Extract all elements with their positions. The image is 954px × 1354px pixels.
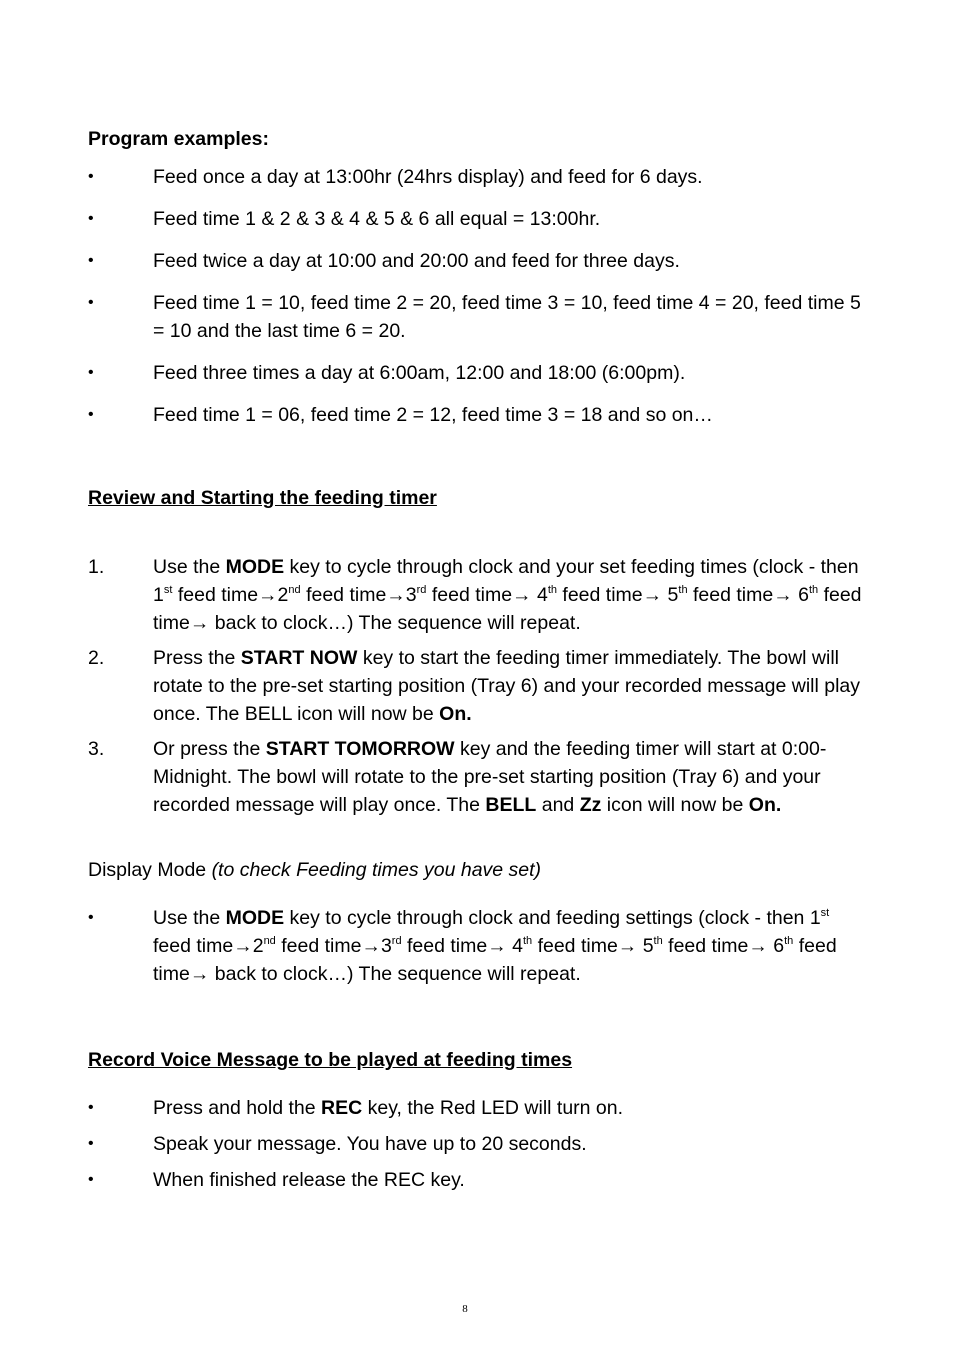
bullet: • <box>88 406 94 423</box>
program-examples-heading: Program examples: <box>88 128 269 150</box>
numbered-item <box>88 735 863 819</box>
numbered-item-text: Use the MODE key to cycle through clock and your set feeding times (clock - then 1st feed time→2nd feed time→3rd feed time→ 4th feed time→ 5th feed time→ 6th feed time→ back to clock…) The sequence will repeat. <box>153 556 862 634</box>
list-item <box>88 289 863 345</box>
list-item <box>88 1166 863 1194</box>
bullet: • <box>88 1171 94 1188</box>
display-mode-heading: Display Mode (to check Feeding times you have set) <box>88 859 542 881</box>
bullet: • <box>88 1099 94 1116</box>
list-item <box>88 163 863 191</box>
numbered-item-text: Or press the START TOMORROW key and the feeding timer will start at 0:00-Midnight. The bowl will rotate to the pre-set starting position (Tray 6) and your recorded message will play once. The BELL and Zz icon will now be On. <box>153 738 827 816</box>
list-item-text: When finished release the REC key. <box>153 1169 465 1191</box>
review-heading: Review and Starting the feeding timer <box>88 487 437 509</box>
list-item-text: Feed three times a day at 6:00am, 12:00 and 18:00 (6:00pm). <box>153 362 686 384</box>
record-heading: Record Voice Message to be played at feeding times <box>88 1049 573 1071</box>
list-item-text: Press and hold the REC key, the Red LED will turn on. <box>153 1097 624 1119</box>
list-item-text: Use the MODE key to cycle through clock and feeding settings (clock - then 1st feed time→2nd feed time→3rd feed time→ 4th feed time→ 5th feed time→ 6th feed time→ back to clock…) The sequence will repeat. <box>153 907 837 985</box>
list-item <box>88 1094 863 1122</box>
list-item <box>88 1130 863 1158</box>
bullet: • <box>88 294 94 311</box>
numbered-item-text: Press the START NOW key to start the feeding timer immediately. The bowl will rotate to the pre-set starting position (Tray 6) and your recorded message will play once. The BELL icon will now be On. <box>153 647 861 725</box>
numbered-item <box>88 644 863 728</box>
item-number: 3. <box>88 738 105 760</box>
list-item <box>88 247 863 275</box>
list-item <box>88 401 863 429</box>
bullet: • <box>88 168 94 185</box>
bullet: • <box>88 364 94 381</box>
list-item-text: Feed once a day at 13:00hr (24hrs display) and feed for 6 days. <box>153 166 703 188</box>
bullet: • <box>88 252 94 269</box>
list-item-text: Feed time 1 = 10, feed time 2 = 20, feed time 3 = 10, feed time 4 = 20, feed time 5 = 10 and the last time 6 = 20. <box>153 292 861 342</box>
list-item <box>88 904 863 988</box>
list-item-text: Speak your message. You have up to 20 seconds. <box>153 1133 587 1155</box>
list-item-text: Feed time 1 & 2 & 3 & 4 & 5 & 6 all equal = 13:00hr. <box>153 208 601 230</box>
bullet: • <box>88 210 94 227</box>
item-number: 2. <box>88 647 105 669</box>
page-number: 8 <box>462 1303 468 1315</box>
list-item-text: Feed twice a day at 10:00 and 20:00 and feed for three days. <box>153 250 680 272</box>
list-item <box>88 359 863 387</box>
list-item-text: Feed time 1 = 06, feed time 2 = 12, feed time 3 = 18 and so on… <box>153 404 713 426</box>
numbered-item <box>88 553 863 637</box>
list-item <box>88 205 863 233</box>
bullet: • <box>88 1135 94 1152</box>
bullet: • <box>88 909 94 926</box>
item-number: 1. <box>88 556 105 578</box>
